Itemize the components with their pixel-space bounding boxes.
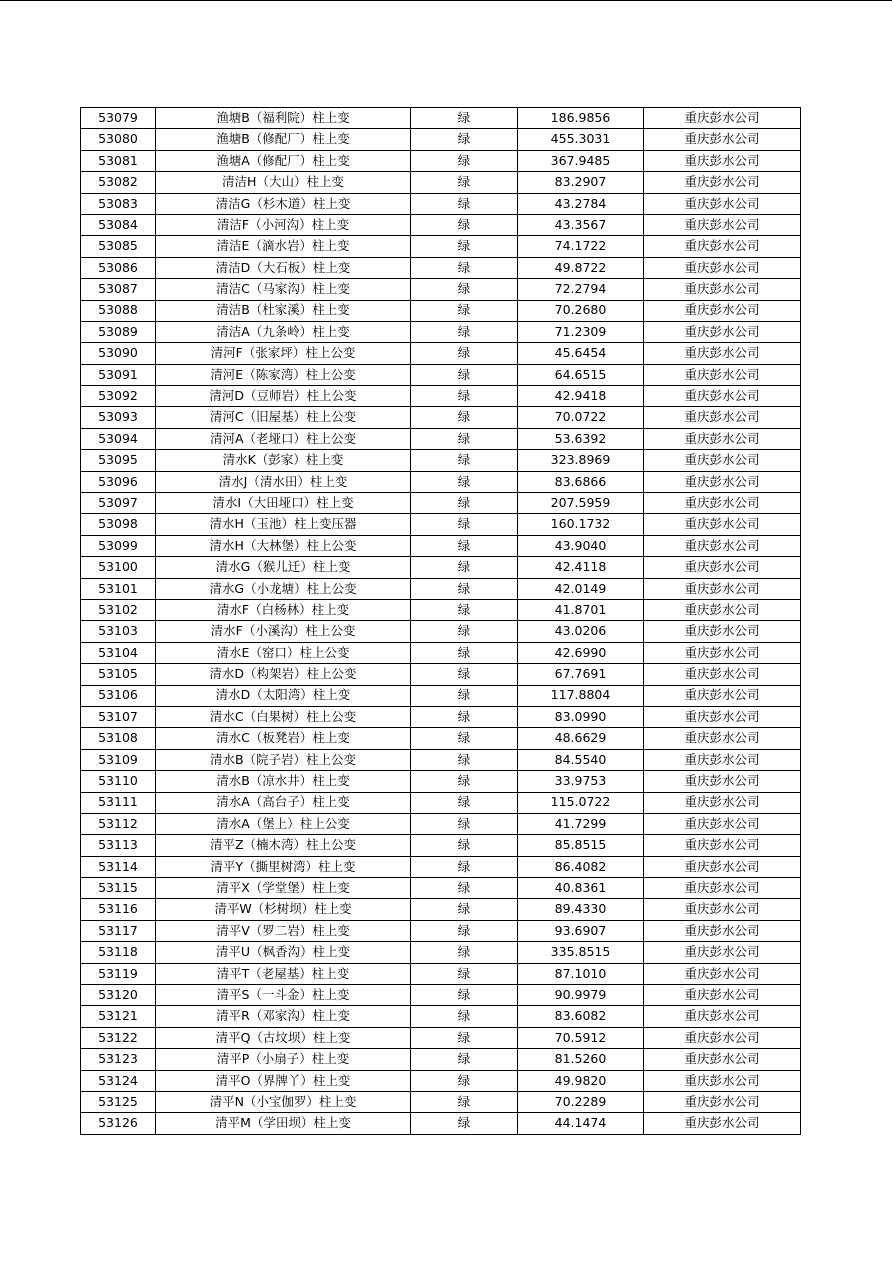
company-cell: 重庆彭水公司 bbox=[644, 364, 801, 385]
value-cell: 43.3567 bbox=[518, 214, 644, 235]
station-name-cell: 清平M（学田坝）柱上变 bbox=[156, 1113, 411, 1134]
table-row bbox=[81, 792, 801, 813]
station-name-cell: 清水G（猴儿迁）柱上变 bbox=[156, 557, 411, 578]
value-cell: 70.5912 bbox=[518, 1027, 644, 1048]
table-row bbox=[81, 300, 801, 321]
station-name-cell: 清水E（窑口）柱上公变 bbox=[156, 642, 411, 663]
page-top-border bbox=[0, 0, 892, 1]
table-row bbox=[81, 108, 801, 129]
table-row bbox=[81, 236, 801, 257]
row-id-cell: 53091 bbox=[81, 364, 156, 385]
row-id-cell: 53110 bbox=[81, 771, 156, 792]
rating-color-cell: 绿 bbox=[411, 942, 518, 963]
rating-color-cell: 绿 bbox=[411, 642, 518, 663]
table-row bbox=[81, 856, 801, 877]
table-row bbox=[81, 578, 801, 599]
station-name-cell: 清平S（一斗金）柱上变 bbox=[156, 985, 411, 1006]
table-row bbox=[81, 428, 801, 449]
station-name-cell: 渔塘B（修配厂）柱上变 bbox=[156, 129, 411, 150]
station-name-cell: 清水B（凉水井）柱上变 bbox=[156, 771, 411, 792]
station-name-cell: 清平P（小扇子）柱上变 bbox=[156, 1049, 411, 1070]
rating-color-cell: 绿 bbox=[411, 1113, 518, 1134]
row-id-cell: 53122 bbox=[81, 1027, 156, 1048]
table-row bbox=[81, 813, 801, 834]
row-id-cell: 53079 bbox=[81, 108, 156, 129]
table-row bbox=[81, 193, 801, 214]
company-cell: 重庆彭水公司 bbox=[644, 150, 801, 171]
station-name-cell: 清平W（杉树坝）柱上变 bbox=[156, 899, 411, 920]
value-cell: 84.5540 bbox=[518, 749, 644, 770]
company-cell: 重庆彭水公司 bbox=[644, 386, 801, 407]
table-row bbox=[81, 621, 801, 642]
company-cell: 重庆彭水公司 bbox=[644, 321, 801, 342]
rating-color-cell: 绿 bbox=[411, 578, 518, 599]
value-cell: 367.9485 bbox=[518, 150, 644, 171]
value-cell: 90.9979 bbox=[518, 985, 644, 1006]
station-name-cell: 清洁H（大山）柱上变 bbox=[156, 172, 411, 193]
rating-color-cell: 绿 bbox=[411, 493, 518, 514]
table-row bbox=[81, 172, 801, 193]
rating-color-cell: 绿 bbox=[411, 450, 518, 471]
company-cell: 重庆彭水公司 bbox=[644, 471, 801, 492]
row-id-cell: 53080 bbox=[81, 129, 156, 150]
rating-color-cell: 绿 bbox=[411, 150, 518, 171]
row-id-cell: 53108 bbox=[81, 728, 156, 749]
rating-color-cell: 绿 bbox=[411, 1049, 518, 1070]
value-cell: 115.0722 bbox=[518, 792, 644, 813]
row-id-cell: 53104 bbox=[81, 642, 156, 663]
table-row bbox=[81, 450, 801, 471]
station-name-cell: 清平O（界牌丫）柱上变 bbox=[156, 1070, 411, 1091]
table-row bbox=[81, 386, 801, 407]
station-name-cell: 清河F（张家坪）柱上公变 bbox=[156, 343, 411, 364]
table-row bbox=[81, 535, 801, 556]
company-cell: 重庆彭水公司 bbox=[644, 899, 801, 920]
station-name-cell: 清水C（白果树）柱上公变 bbox=[156, 706, 411, 727]
station-name-cell: 清水C（板凳岩）柱上变 bbox=[156, 728, 411, 749]
rating-color-cell: 绿 bbox=[411, 471, 518, 492]
rating-color-cell: 绿 bbox=[411, 514, 518, 535]
row-id-cell: 53089 bbox=[81, 321, 156, 342]
table-row bbox=[81, 1113, 801, 1134]
station-name-cell: 清水J（清水田）柱上变 bbox=[156, 471, 411, 492]
station-name-cell: 清河C（旧屋基）柱上公变 bbox=[156, 407, 411, 428]
row-id-cell: 53092 bbox=[81, 386, 156, 407]
station-name-cell: 清水A（堡上）柱上公变 bbox=[156, 813, 411, 834]
station-name-cell: 清水G（小龙塘）柱上公变 bbox=[156, 578, 411, 599]
value-cell: 323.8969 bbox=[518, 450, 644, 471]
table-row bbox=[81, 1070, 801, 1091]
table-row bbox=[81, 599, 801, 620]
station-name-cell: 清洁B（杜家溪）柱上变 bbox=[156, 300, 411, 321]
station-name-cell: 清平X（学堂堡）柱上变 bbox=[156, 878, 411, 899]
row-id-cell: 53112 bbox=[81, 813, 156, 834]
company-cell: 重庆彭水公司 bbox=[644, 664, 801, 685]
rating-color-cell: 绿 bbox=[411, 771, 518, 792]
value-cell: 43.0206 bbox=[518, 621, 644, 642]
company-cell: 重庆彭水公司 bbox=[644, 749, 801, 770]
rating-color-cell: 绿 bbox=[411, 1027, 518, 1048]
value-cell: 70.2680 bbox=[518, 300, 644, 321]
station-name-cell: 清平Q（古坟坝）柱上变 bbox=[156, 1027, 411, 1048]
table-row bbox=[81, 664, 801, 685]
table-row bbox=[81, 878, 801, 899]
company-cell: 重庆彭水公司 bbox=[644, 450, 801, 471]
value-cell: 81.5260 bbox=[518, 1049, 644, 1070]
table-row bbox=[81, 407, 801, 428]
table-row bbox=[81, 920, 801, 941]
company-cell: 重庆彭水公司 bbox=[644, 535, 801, 556]
table-row bbox=[81, 321, 801, 342]
table-row bbox=[81, 150, 801, 171]
rating-color-cell: 绿 bbox=[411, 193, 518, 214]
table-row bbox=[81, 257, 801, 278]
rating-color-cell: 绿 bbox=[411, 214, 518, 235]
rating-color-cell: 绿 bbox=[411, 386, 518, 407]
table-row bbox=[81, 771, 801, 792]
station-name-cell: 清平Y（撕里树湾）柱上变 bbox=[156, 856, 411, 877]
table-row bbox=[81, 343, 801, 364]
company-cell: 重庆彭水公司 bbox=[644, 920, 801, 941]
value-cell: 335.8515 bbox=[518, 942, 644, 963]
row-id-cell: 53088 bbox=[81, 300, 156, 321]
rating-color-cell: 绿 bbox=[411, 1070, 518, 1091]
table-row bbox=[81, 514, 801, 535]
station-name-cell: 清平R（邓家沟）柱上变 bbox=[156, 1006, 411, 1027]
value-cell: 42.4118 bbox=[518, 557, 644, 578]
table-row bbox=[81, 214, 801, 235]
row-id-cell: 53109 bbox=[81, 749, 156, 770]
company-cell: 重庆彭水公司 bbox=[644, 343, 801, 364]
row-id-cell: 53095 bbox=[81, 450, 156, 471]
value-cell: 49.9820 bbox=[518, 1070, 644, 1091]
rating-color-cell: 绿 bbox=[411, 813, 518, 834]
table-row bbox=[81, 364, 801, 385]
value-cell: 455.3031 bbox=[518, 129, 644, 150]
row-id-cell: 53107 bbox=[81, 706, 156, 727]
row-id-cell: 53121 bbox=[81, 1006, 156, 1027]
table-body bbox=[81, 108, 801, 1135]
value-cell: 41.7299 bbox=[518, 813, 644, 834]
row-id-cell: 53113 bbox=[81, 835, 156, 856]
company-cell: 重庆彭水公司 bbox=[644, 108, 801, 129]
value-cell: 93.6907 bbox=[518, 920, 644, 941]
row-id-cell: 53097 bbox=[81, 493, 156, 514]
company-cell: 重庆彭水公司 bbox=[644, 1113, 801, 1134]
rating-color-cell: 绿 bbox=[411, 856, 518, 877]
company-cell: 重庆彭水公司 bbox=[644, 1006, 801, 1027]
value-cell: 74.1722 bbox=[518, 236, 644, 257]
table-row bbox=[81, 1091, 801, 1112]
rating-color-cell: 绿 bbox=[411, 963, 518, 984]
row-id-cell: 53084 bbox=[81, 214, 156, 235]
rating-color-cell: 绿 bbox=[411, 920, 518, 941]
table-row bbox=[81, 642, 801, 663]
company-cell: 重庆彭水公司 bbox=[644, 985, 801, 1006]
row-id-cell: 53094 bbox=[81, 428, 156, 449]
rating-color-cell: 绿 bbox=[411, 728, 518, 749]
company-cell: 重庆彭水公司 bbox=[644, 771, 801, 792]
rating-color-cell: 绿 bbox=[411, 300, 518, 321]
station-name-cell: 清河A（老垭口）柱上公变 bbox=[156, 428, 411, 449]
station-name-cell: 清水F（白杨林）柱上变 bbox=[156, 599, 411, 620]
row-id-cell: 53085 bbox=[81, 236, 156, 257]
row-id-cell: 53126 bbox=[81, 1113, 156, 1134]
company-cell: 重庆彭水公司 bbox=[644, 813, 801, 834]
rating-color-cell: 绿 bbox=[411, 236, 518, 257]
company-cell: 重庆彭水公司 bbox=[644, 578, 801, 599]
value-cell: 72.2794 bbox=[518, 279, 644, 300]
value-cell: 186.9856 bbox=[518, 108, 644, 129]
station-name-cell: 清水A（高台子）柱上变 bbox=[156, 792, 411, 813]
company-cell: 重庆彭水公司 bbox=[644, 642, 801, 663]
row-id-cell: 53081 bbox=[81, 150, 156, 171]
company-cell: 重庆彭水公司 bbox=[644, 685, 801, 706]
company-cell: 重庆彭水公司 bbox=[644, 792, 801, 813]
table-row bbox=[81, 1049, 801, 1070]
row-id-cell: 53102 bbox=[81, 599, 156, 620]
value-cell: 87.1010 bbox=[518, 963, 644, 984]
table-row bbox=[81, 471, 801, 492]
row-id-cell: 53082 bbox=[81, 172, 156, 193]
value-cell: 45.6454 bbox=[518, 343, 644, 364]
station-name-cell: 清洁C（马家沟）柱上变 bbox=[156, 279, 411, 300]
table-row bbox=[81, 706, 801, 727]
row-id-cell: 53086 bbox=[81, 257, 156, 278]
value-cell: 89.4330 bbox=[518, 899, 644, 920]
company-cell: 重庆彭水公司 bbox=[644, 214, 801, 235]
value-cell: 83.6082 bbox=[518, 1006, 644, 1027]
row-id-cell: 53083 bbox=[81, 193, 156, 214]
station-name-cell: 清水K（彭家）柱上变 bbox=[156, 450, 411, 471]
value-cell: 85.8515 bbox=[518, 835, 644, 856]
value-cell: 71.2309 bbox=[518, 321, 644, 342]
value-cell: 83.2907 bbox=[518, 172, 644, 193]
row-id-cell: 53111 bbox=[81, 792, 156, 813]
company-cell: 重庆彭水公司 bbox=[644, 193, 801, 214]
company-cell: 重庆彭水公司 bbox=[644, 407, 801, 428]
rating-color-cell: 绿 bbox=[411, 407, 518, 428]
station-name-cell: 清洁E（滴水岩）柱上变 bbox=[156, 236, 411, 257]
value-cell: 33.9753 bbox=[518, 771, 644, 792]
company-cell: 重庆彭水公司 bbox=[644, 129, 801, 150]
rating-color-cell: 绿 bbox=[411, 706, 518, 727]
value-cell: 43.9040 bbox=[518, 535, 644, 556]
table-row bbox=[81, 728, 801, 749]
company-cell: 重庆彭水公司 bbox=[644, 856, 801, 877]
rating-color-cell: 绿 bbox=[411, 621, 518, 642]
company-cell: 重庆彭水公司 bbox=[644, 300, 801, 321]
row-id-cell: 53115 bbox=[81, 878, 156, 899]
row-id-cell: 53106 bbox=[81, 685, 156, 706]
station-name-cell: 清洁D（大石板）柱上变 bbox=[156, 257, 411, 278]
rating-color-cell: 绿 bbox=[411, 749, 518, 770]
table-row bbox=[81, 985, 801, 1006]
value-cell: 42.0149 bbox=[518, 578, 644, 599]
company-cell: 重庆彭水公司 bbox=[644, 835, 801, 856]
station-name-cell: 清水H（玉池）柱上变压器 bbox=[156, 514, 411, 535]
row-id-cell: 53123 bbox=[81, 1049, 156, 1070]
company-cell: 重庆彭水公司 bbox=[644, 728, 801, 749]
rating-color-cell: 绿 bbox=[411, 257, 518, 278]
rating-color-cell: 绿 bbox=[411, 899, 518, 920]
company-cell: 重庆彭水公司 bbox=[644, 557, 801, 578]
row-id-cell: 53119 bbox=[81, 963, 156, 984]
company-cell: 重庆彭水公司 bbox=[644, 1070, 801, 1091]
station-name-cell: 清平Z（楠木湾）柱上公变 bbox=[156, 835, 411, 856]
station-name-cell: 清平U（枫香沟）柱上变 bbox=[156, 942, 411, 963]
row-id-cell: 53087 bbox=[81, 279, 156, 300]
row-id-cell: 53114 bbox=[81, 856, 156, 877]
rating-color-cell: 绿 bbox=[411, 664, 518, 685]
station-name-cell: 清河D（豆师岩）柱上公变 bbox=[156, 386, 411, 407]
value-cell: 64.6515 bbox=[518, 364, 644, 385]
company-cell: 重庆彭水公司 bbox=[644, 1027, 801, 1048]
value-cell: 86.4082 bbox=[518, 856, 644, 877]
table-row bbox=[81, 129, 801, 150]
row-id-cell: 53116 bbox=[81, 899, 156, 920]
value-cell: 70.0722 bbox=[518, 407, 644, 428]
rating-color-cell: 绿 bbox=[411, 1091, 518, 1112]
rating-color-cell: 绿 bbox=[411, 1006, 518, 1027]
row-id-cell: 53118 bbox=[81, 942, 156, 963]
station-name-cell: 清水I（大田垭口）柱上变 bbox=[156, 493, 411, 514]
company-cell: 重庆彭水公司 bbox=[644, 942, 801, 963]
station-name-cell: 渔塘A（修配厂）柱上变 bbox=[156, 150, 411, 171]
rating-color-cell: 绿 bbox=[411, 792, 518, 813]
rating-color-cell: 绿 bbox=[411, 364, 518, 385]
station-name-cell: 清洁G（杉木道）柱上变 bbox=[156, 193, 411, 214]
value-cell: 42.6990 bbox=[518, 642, 644, 663]
station-name-cell: 渔塘B（福利院）柱上变 bbox=[156, 108, 411, 129]
row-id-cell: 53117 bbox=[81, 920, 156, 941]
rating-color-cell: 绿 bbox=[411, 985, 518, 1006]
company-cell: 重庆彭水公司 bbox=[644, 599, 801, 620]
table-row bbox=[81, 835, 801, 856]
table-row bbox=[81, 685, 801, 706]
station-name-cell: 清水B（院子岩）柱上公变 bbox=[156, 749, 411, 770]
rating-color-cell: 绿 bbox=[411, 129, 518, 150]
station-name-cell: 清平V（罗二岩）柱上变 bbox=[156, 920, 411, 941]
row-id-cell: 53105 bbox=[81, 664, 156, 685]
row-id-cell: 53101 bbox=[81, 578, 156, 599]
company-cell: 重庆彭水公司 bbox=[644, 1091, 801, 1112]
table-row bbox=[81, 557, 801, 578]
row-id-cell: 53096 bbox=[81, 471, 156, 492]
rating-color-cell: 绿 bbox=[411, 685, 518, 706]
table-row bbox=[81, 1006, 801, 1027]
table-row bbox=[81, 899, 801, 920]
rating-color-cell: 绿 bbox=[411, 557, 518, 578]
value-cell: 42.9418 bbox=[518, 386, 644, 407]
row-id-cell: 53100 bbox=[81, 557, 156, 578]
rating-color-cell: 绿 bbox=[411, 321, 518, 342]
station-name-cell: 清洁A（九条岭）柱上变 bbox=[156, 321, 411, 342]
station-name-cell: 清洁F（小河沟）柱上变 bbox=[156, 214, 411, 235]
value-cell: 83.6866 bbox=[518, 471, 644, 492]
value-cell: 53.6392 bbox=[518, 428, 644, 449]
company-cell: 重庆彭水公司 bbox=[644, 706, 801, 727]
rating-color-cell: 绿 bbox=[411, 343, 518, 364]
table-row bbox=[81, 749, 801, 770]
company-cell: 重庆彭水公司 bbox=[644, 279, 801, 300]
row-id-cell: 53103 bbox=[81, 621, 156, 642]
company-cell: 重庆彭水公司 bbox=[644, 236, 801, 257]
row-id-cell: 53120 bbox=[81, 985, 156, 1006]
value-cell: 207.5959 bbox=[518, 493, 644, 514]
station-name-cell: 清水D（构架岩）柱上公变 bbox=[156, 664, 411, 685]
value-cell: 49.8722 bbox=[518, 257, 644, 278]
transformer-table bbox=[80, 107, 801, 1135]
company-cell: 重庆彭水公司 bbox=[644, 514, 801, 535]
company-cell: 重庆彭水公司 bbox=[644, 1049, 801, 1070]
row-id-cell: 53093 bbox=[81, 407, 156, 428]
rating-color-cell: 绿 bbox=[411, 599, 518, 620]
station-name-cell: 清水H（大林堡）柱上公变 bbox=[156, 535, 411, 556]
station-name-cell: 清水D（太阳湾）柱上变 bbox=[156, 685, 411, 706]
station-name-cell: 清平T（老屋基）柱上变 bbox=[156, 963, 411, 984]
company-cell: 重庆彭水公司 bbox=[644, 257, 801, 278]
rating-color-cell: 绿 bbox=[411, 835, 518, 856]
row-id-cell: 53099 bbox=[81, 535, 156, 556]
company-cell: 重庆彭水公司 bbox=[644, 428, 801, 449]
company-cell: 重庆彭水公司 bbox=[644, 878, 801, 899]
station-name-cell: 清平N（小宝伽罗）柱上变 bbox=[156, 1091, 411, 1112]
value-cell: 117.8804 bbox=[518, 685, 644, 706]
value-cell: 70.2289 bbox=[518, 1091, 644, 1112]
station-name-cell: 清河E（陈家湾）柱上公变 bbox=[156, 364, 411, 385]
row-id-cell: 53124 bbox=[81, 1070, 156, 1091]
value-cell: 43.2784 bbox=[518, 193, 644, 214]
company-cell: 重庆彭水公司 bbox=[644, 172, 801, 193]
rating-color-cell: 绿 bbox=[411, 172, 518, 193]
value-cell: 83.0990 bbox=[518, 706, 644, 727]
company-cell: 重庆彭水公司 bbox=[644, 621, 801, 642]
rating-color-cell: 绿 bbox=[411, 535, 518, 556]
row-id-cell: 53098 bbox=[81, 514, 156, 535]
rating-color-cell: 绿 bbox=[411, 878, 518, 899]
table-row bbox=[81, 493, 801, 514]
value-cell: 44.1474 bbox=[518, 1113, 644, 1134]
value-cell: 67.7691 bbox=[518, 664, 644, 685]
rating-color-cell: 绿 bbox=[411, 108, 518, 129]
station-name-cell: 清水F（小溪沟）柱上公变 bbox=[156, 621, 411, 642]
rating-color-cell: 绿 bbox=[411, 428, 518, 449]
company-cell: 重庆彭水公司 bbox=[644, 963, 801, 984]
value-cell: 160.1732 bbox=[518, 514, 644, 535]
value-cell: 48.6629 bbox=[518, 728, 644, 749]
table-row bbox=[81, 942, 801, 963]
table-row bbox=[81, 1027, 801, 1048]
row-id-cell: 53090 bbox=[81, 343, 156, 364]
company-cell: 重庆彭水公司 bbox=[644, 493, 801, 514]
row-id-cell: 53125 bbox=[81, 1091, 156, 1112]
value-cell: 41.8701 bbox=[518, 599, 644, 620]
value-cell: 40.8361 bbox=[518, 878, 644, 899]
table-row bbox=[81, 279, 801, 300]
table-row bbox=[81, 963, 801, 984]
rating-color-cell: 绿 bbox=[411, 279, 518, 300]
